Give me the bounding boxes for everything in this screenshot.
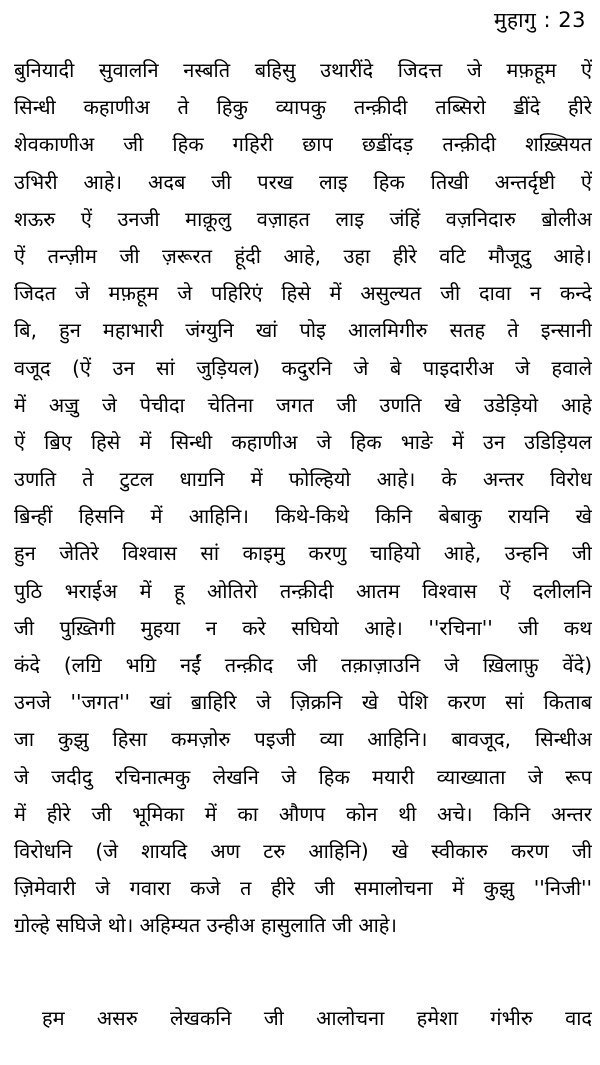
paragraph-2 <box>14 1000 592 1037</box>
text-line: हुन जेतिरे विश्वास सां काइमु करणु चाहियो आहे, उन्हनि जी <box>14 541 592 566</box>
text-line: उभिरी आहे। अदब जी परख लाइ हिक तिखी अन्तर्दृष्टी ऐं <box>14 169 592 194</box>
text-line: उनजे ''जगत'' खां ॿाहिरि जे ज़िक्रनि खे पेशि करण सां किताब <box>14 690 592 715</box>
text-line: पुठि भराईअ में हू ओतिरो तन्क़ीदी आतम विश्वास ऐं दलीलनि <box>14 578 592 603</box>
text-line: विरोधनि (जे शायदि अण टरु आहिनि) खे स्वीकारु करण जी <box>14 838 592 863</box>
text-line: बि, हुन महाभारी जंग्युनि खां पोइ आलमिगीरु सतह ते इन्सानी <box>14 318 592 343</box>
text-line: बुनियादी सुवालनि नस्बति बहिसु उथारींदे जिदत्त जे मफ़हूम ऐं <box>14 58 592 82</box>
text-line: हम असरु लेखकनि जी आलोचना हमेशा गंभीरु वाद <box>42 1006 592 1030</box>
text-line: सिन्धी कहाणीअ ते हिकु व्यापकु तन्क़ीदी तब्सिरो ॾींदे हीरे <box>14 95 592 120</box>
text-line: ऐं ॿिए हिसे में सिन्धी कहाणीअ जे हिक भाङे में उन उडिड़ियल <box>14 429 592 454</box>
text-line: ॻोल्हे सघिजे थो। अहिम्यत उन्हीअ हासुलाति जी आहे। <box>14 913 398 938</box>
text-line: वजूद (ऐं उन सां जुड़ियल) कदुरनि जे बे पाइदारीअ जे हवाले <box>14 355 592 380</box>
running-head: मुहागु : 23 <box>493 8 586 32</box>
text-line: ॿिन्हीं हिसनि में आहिनि। किथे-किथे किनि बेबाकु रायनि खे <box>14 504 592 529</box>
text-line: ज़िमेवारी जे गवारा कजे त हीरे जी समालोचना में कुझु ''निजी'' <box>14 876 592 901</box>
text-line: शऊरु ऐं उनजी माक़ूलु वज़ाहत लाइ जंहिं वज़निदारु ॿोलीअ <box>14 206 592 231</box>
text-line: में अॼु जे पेचीदा चेतिना जगत जी उणति खे उडेड़ियो आहे <box>14 392 592 417</box>
text-line: जी पुख़्तिगी मुहया न करे सघियो आहे। ''रचिना'' जी कथ <box>14 615 592 640</box>
text-line: में हीरे जी भूमिका में का औणप कोन थी अचे। किनि अन्तर <box>14 801 592 826</box>
text-line: जिदत जे मफ़हूम जे पहिरिएं हिसे में असुल्यत जी दावा न कन्दे <box>14 281 592 306</box>
paragraph-1 <box>14 52 592 945</box>
text-line: ऐं तन्ज़ीम जी ज़रूरत हूंदी आहे, उहा हीरे वटि मौजूदु आहे। <box>14 243 592 268</box>
text-line: शेवकाणीअ जी हिक गहिरी छाप छॾींदड़ तन्क़ीदी शख़्सियत <box>14 132 592 157</box>
text-line: उणति ते टुटल धाॻनि में फोल्हियो आहे। के अन्तर विरोध <box>14 467 592 492</box>
text-line: जा कुझु हिसा कमज़ोरु पइजी व्या आहिनि। बावजूद, सिन्धीअ <box>14 727 592 752</box>
text-line: जे जदीदु रचिनात्मकु लेखनि जे हिक मयारी व्याख्याता जे रूप <box>14 764 592 789</box>
text-line: कंदे (लॻि भॻि नईं तन्क़ीद जी तक़ाज़ाउनि जे ख़िलाफ़ु वेंदे) <box>14 653 592 677</box>
